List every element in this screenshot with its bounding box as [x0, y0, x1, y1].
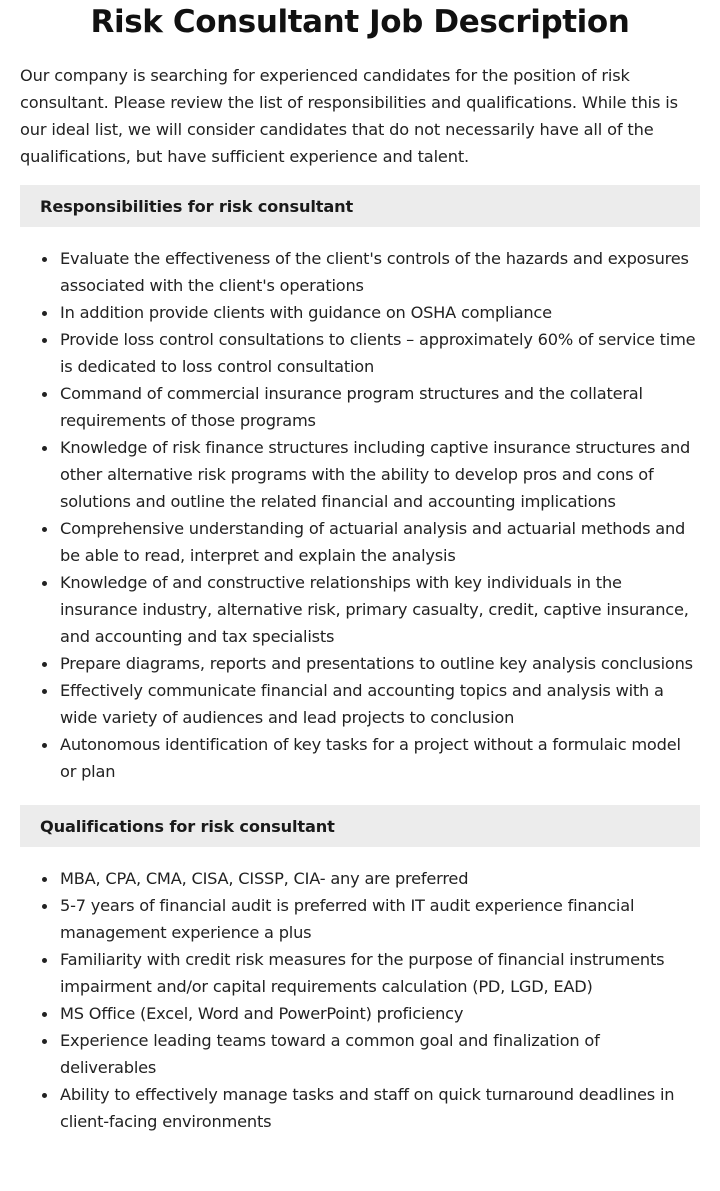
responsibility-item: Prepare diagrams, reports and presentations to outline key analysis conclusions [60, 650, 700, 677]
qualification-item: Familiarity with credit risk measures for the purpose of financial instruments impairment and/or capital requirements calculation (PD, LGD, EAD) [60, 946, 700, 1000]
page-title: Risk Consultant Job Description [90, 4, 630, 40]
qualification-item: Experience leading teams toward a common goal and finalization of deliverables [60, 1027, 700, 1081]
responsibility-item: Knowledge of risk finance structures including captive insurance structures and other alternative risk programs with the ability to develop pros and cons of solutions and outline the related financial and accounting implications [60, 434, 700, 515]
responsibilities-heading: Responsibilities for risk consultant [40, 196, 354, 216]
qualification-item: 5-7 years of financial audit is preferred with IT audit experience financial management experience a plus [60, 892, 700, 946]
qualifications-list [20, 865, 700, 1135]
responsibility-item: Provide loss control consultations to clients – approximately 60% of service time is dedicated to loss control consultation [60, 326, 700, 380]
qualifications-heading: Qualifications for risk consultant [40, 816, 335, 836]
responsibility-item: Comprehensive understanding of actuarial analysis and actuarial methods and be able to read, interpret and explain the analysis [60, 515, 700, 569]
responsibility-item: Command of commercial insurance program structures and the collateral requirements of those programs [60, 380, 700, 434]
qualification-item: MS Office (Excel, Word and PowerPoint) proficiency [60, 1000, 700, 1027]
intro-paragraph: Our company is searching for experienced candidates for the position of risk consultant. Please review the list of responsibilities and qualifications. While this is our ideal list, we will consider candidates that do not necessarily have all of the qualifications, but have sufficient experience and talent. [20, 66, 678, 166]
responsibilities-list [20, 245, 700, 785]
qualification-item: MBA, CPA, CMA, CISA, CISSP, CIA- any are preferred [60, 865, 700, 892]
responsibility-item: Autonomous identification of key tasks for a project without a formulaic model or plan [60, 731, 700, 785]
responsibility-item: Knowledge of and constructive relationships with key individuals in the insurance industry, alternative risk, primary casualty, credit, captive insurance, and accounting and tax specialists [60, 569, 700, 650]
responsibility-item: In addition provide clients with guidance on OSHA compliance [60, 299, 700, 326]
responsibilities-section-header [20, 185, 700, 227]
responsibility-item: Effectively communicate financial and accounting topics and analysis with a wide variety of audiences and lead projects to conclusion [60, 677, 700, 731]
responsibility-item: Evaluate the effectiveness of the client's controls of the hazards and exposures associated with the client's operations [60, 245, 700, 299]
qualification-item: Ability to effectively manage tasks and staff on quick turnaround deadlines in client-facing environments [60, 1081, 700, 1135]
qualifications-section-header [20, 805, 700, 847]
